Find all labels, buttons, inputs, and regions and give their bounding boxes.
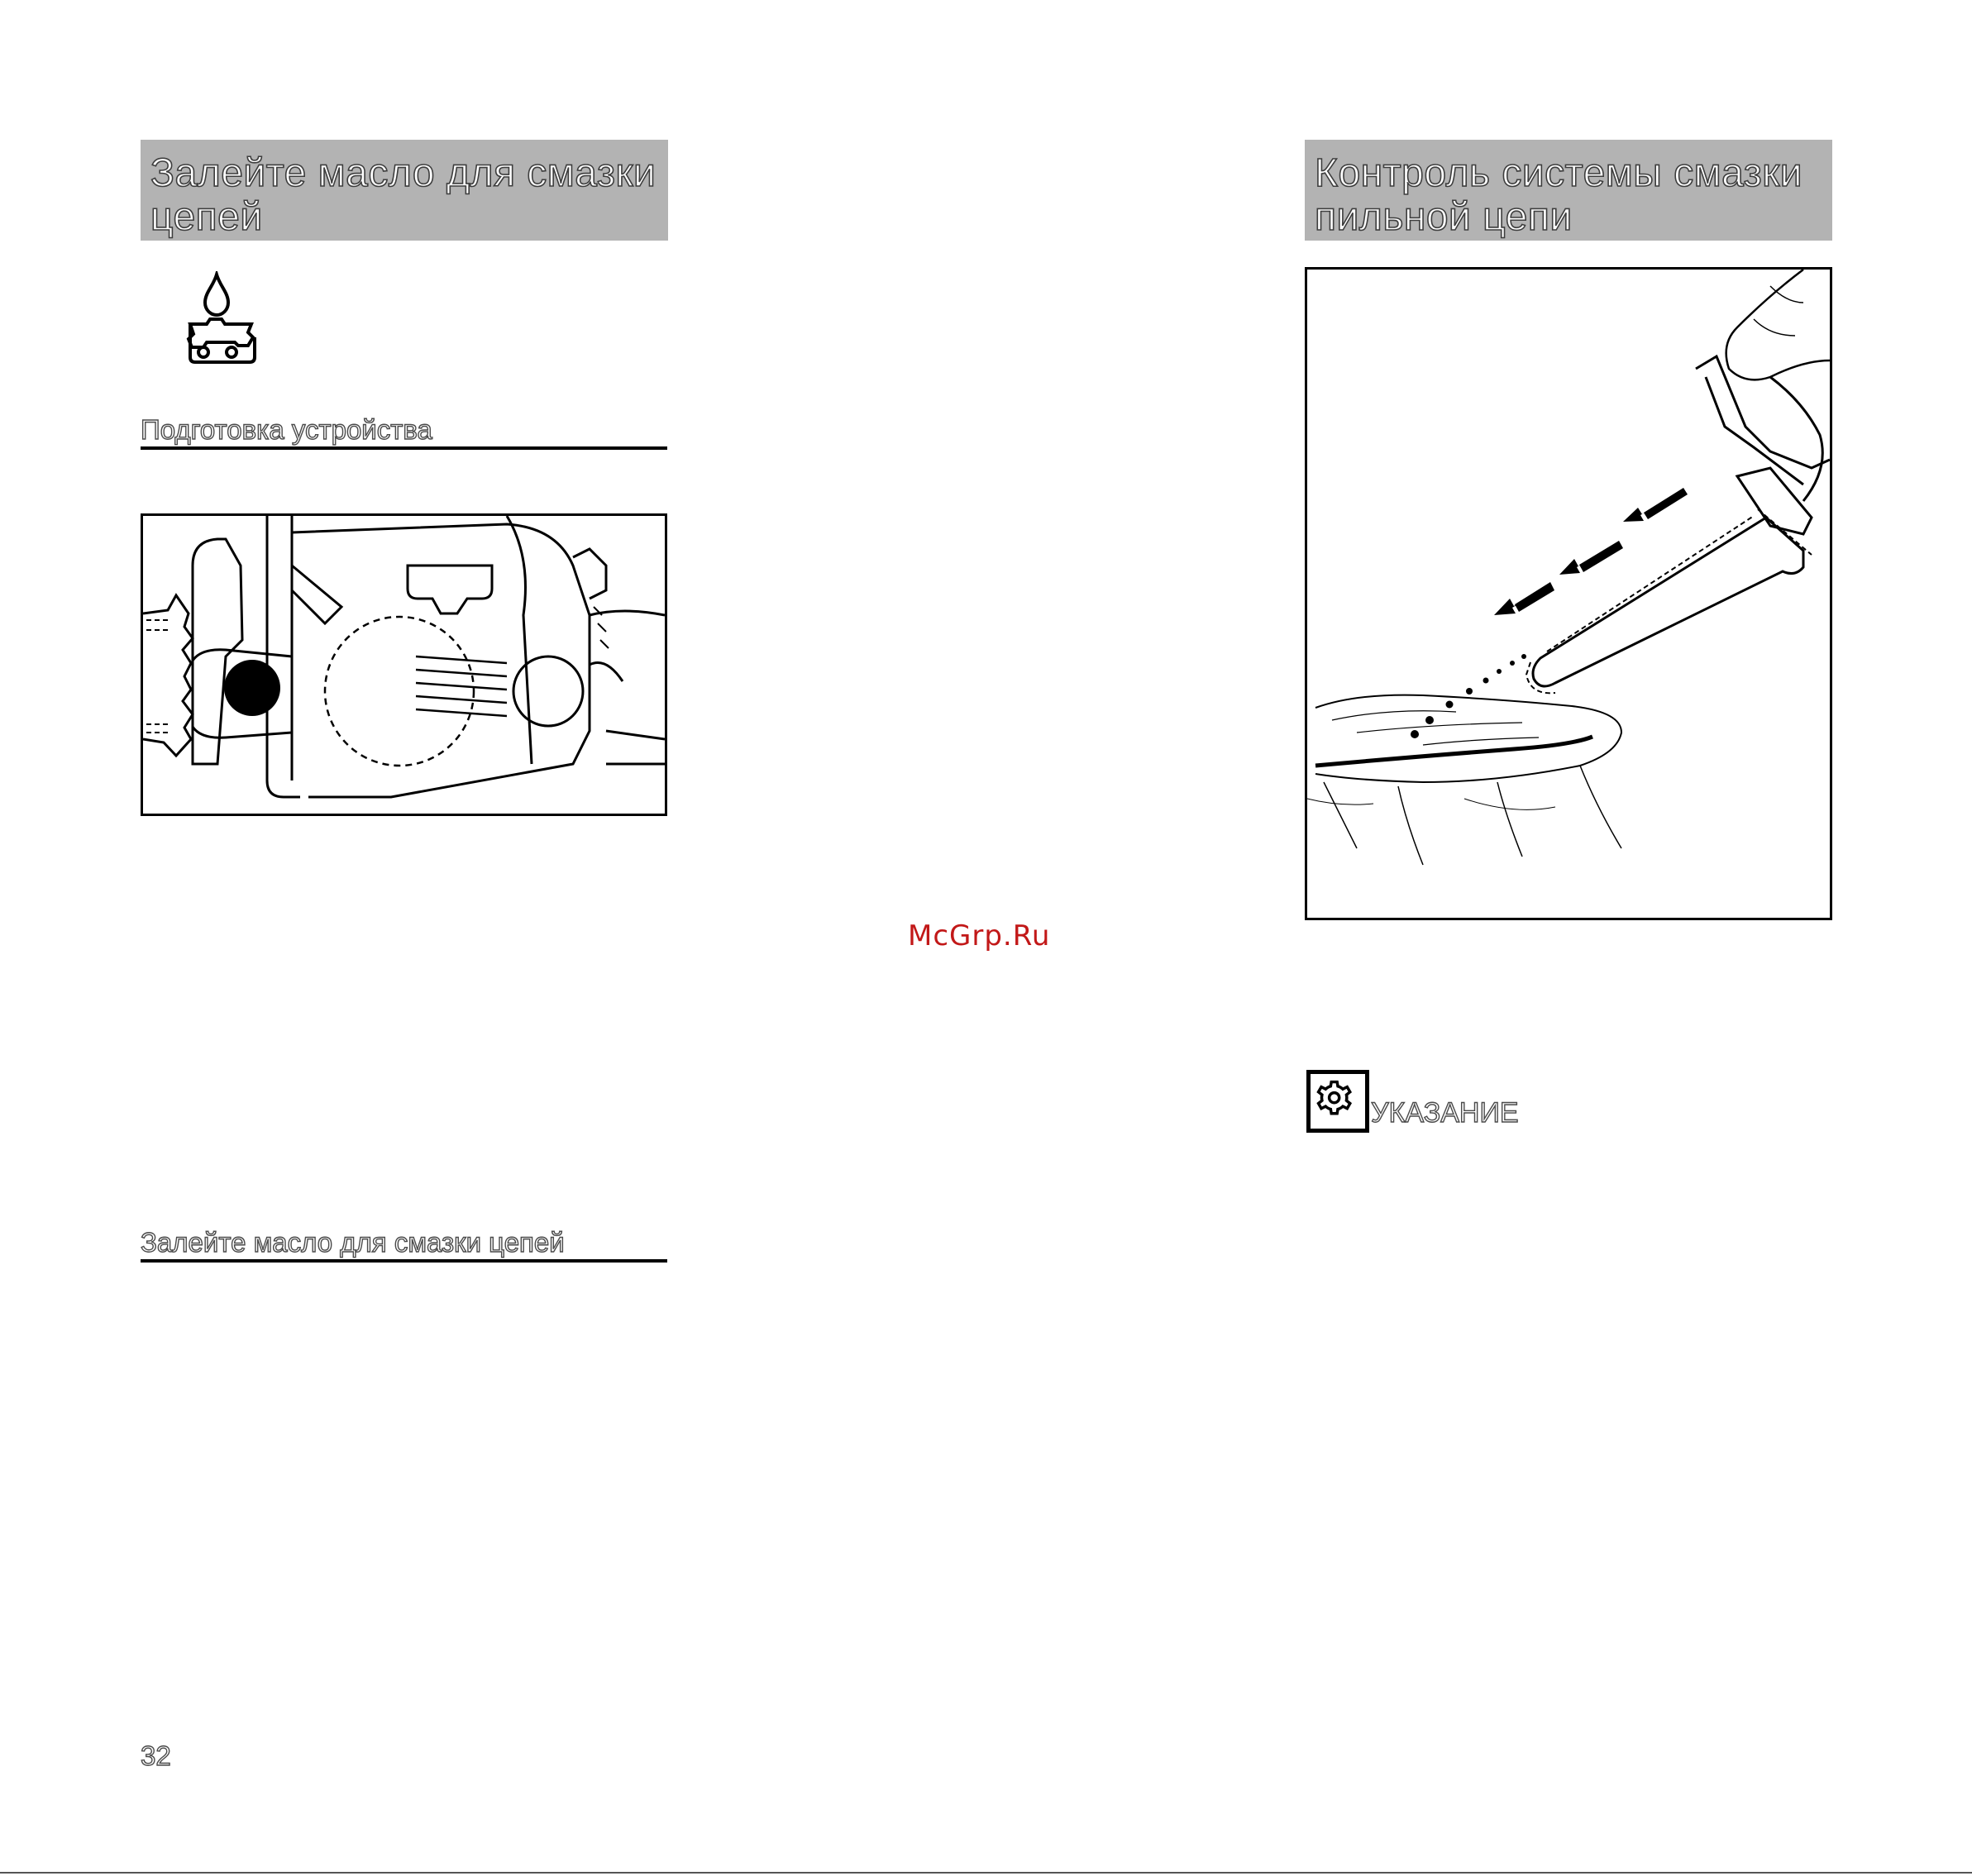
figure-chainsaw-oil-cap xyxy=(141,513,667,816)
section-heading-fill-oil: Залейте масло для смазки цепей xyxy=(141,1228,667,1263)
section-title-right xyxy=(1305,140,1832,241)
notice xyxy=(1306,1070,1519,1133)
title-right-line2: пильной цепи xyxy=(1315,195,1573,239)
title-left-line1: Залейте масло для смазки xyxy=(150,151,657,195)
title-right-line1: Контроль системы смазки xyxy=(1315,151,1803,195)
title-left-line2: цепей xyxy=(150,195,263,239)
gear-notice-icon xyxy=(1306,1070,1369,1133)
oil-drop-chain-icon xyxy=(185,271,260,364)
page-number: 32 xyxy=(141,1740,171,1771)
notice-label: УКАЗАНИЕ xyxy=(1371,1097,1519,1129)
section-heading-preparation: Подготовка устройства xyxy=(141,415,667,450)
section-title-left xyxy=(141,140,668,241)
watermark: McGrp.Ru xyxy=(908,919,1051,952)
page-bottom-rule xyxy=(0,1872,1972,1874)
figure-chain-oil-spray-test xyxy=(1305,267,1832,920)
